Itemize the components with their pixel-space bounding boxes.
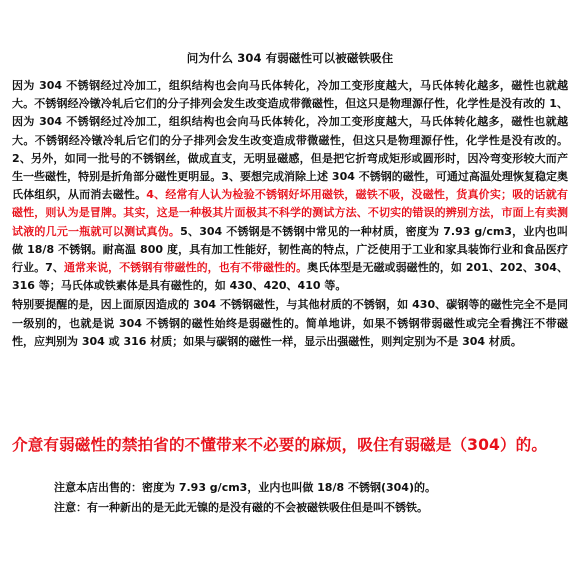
paragraph-reminder: 特别要提醒的是，因上面原因造成的 304 不锈钢磁性，与其他材质的不锈钢，如 430、碳钢等的磁性完全不是同一级别的，也就是说 304 不锈钢的磁性始终是弱磁性的。简单地讲，如果不锈钢带弱磁性或完全看携汪不带磁性，应判别为 304 或 316 材质；如果与碳钢的磁性一样，显示出强磁性，则判定别为不是 304 材质。: [12, 298, 568, 348]
article-body: [12, 77, 568, 351]
highlight-segment: 通常来说，不锈钢有带磁性的，也有不带磁性的。: [63, 261, 308, 275]
text-segment: 因为 304 不锈钢经过冷加工，组织结构也会向马氏体转化，冷加工变形度越大，马氏体转化越多，磁性也就越大。不锈钢经冷镦冷轧后它们的分子排列会发生改变造成带微磁性，但这只是物理源仔性，化学性是没有改的 1、因为 304 不锈钢经过冷加工，组织结构也会向马氏体转化，冷加工变形度越大，马氏体转化越多，磁性也就越大。不锈钢经冷镦冷轧后它们的分子排列会发生改变造成带微磁性，但这只是物理源仔性，化学性是没有改的。2、另外，如同一批号的不锈钢丝，做成直支，无明显磁感，但是把它折弯成矩形或圆形时，因冷弯变形较大而产生一些磁性，特别是折角部分磁性更明显。3、要想完成消除上述 304 不锈钢的磁性，可通过高温处理恢复稳定奥氏体组织，从而消去磁性。: [12, 79, 568, 202]
text-segment: 奥氏体型是无磁或弱磁性的，如 201、202、304、316 等；马氏体或铁素体是具有磁性的，如 430、420、410 等。: [12, 261, 569, 293]
paragraph-main: [12, 77, 568, 295]
article-title: 问为什么 304 有弱磁性可以被磁铁吸住: [186, 51, 394, 65]
highlight-segment: 4、经常有人认为检验不锈钢好坏用磁铁，磁铁不吸，没磁性，货真价实；吸的话就有磁性，则认为是冒牌。其实，这是一种极其片面极其不科学的测试方法、不切实的错误的辨别方法，市面上有卖测试液的几元一瓶就可以测试真伪。: [12, 188, 569, 238]
notes-block: [54, 478, 574, 518]
note-line: 注意：有一种新出的是无此无镍的是没有磁的不会被磁铁吸住但是叫不锈铁。: [54, 501, 428, 514]
text-segment: 5、304 不锈钢是不锈钢中常见的一种材质，密度为 7.93 g/cm3，业内也叫做 18/8 不锈钢。耐高温 800 度，具有加工性能好，韧性高的特点，广泛使用于工业和家具装饰行业和食品医疗行业。7、: [12, 224, 569, 275]
note-line: 注意本店出售的：密度为 7.93 g/cm3，业内也叫做 18/8 不锈钢(304)的。: [54, 481, 436, 494]
headline-warning: 介意有弱磁性的禁拍省的不懂带来不必要的麻烦，吸住有弱磁是（304）的。: [12, 436, 548, 454]
